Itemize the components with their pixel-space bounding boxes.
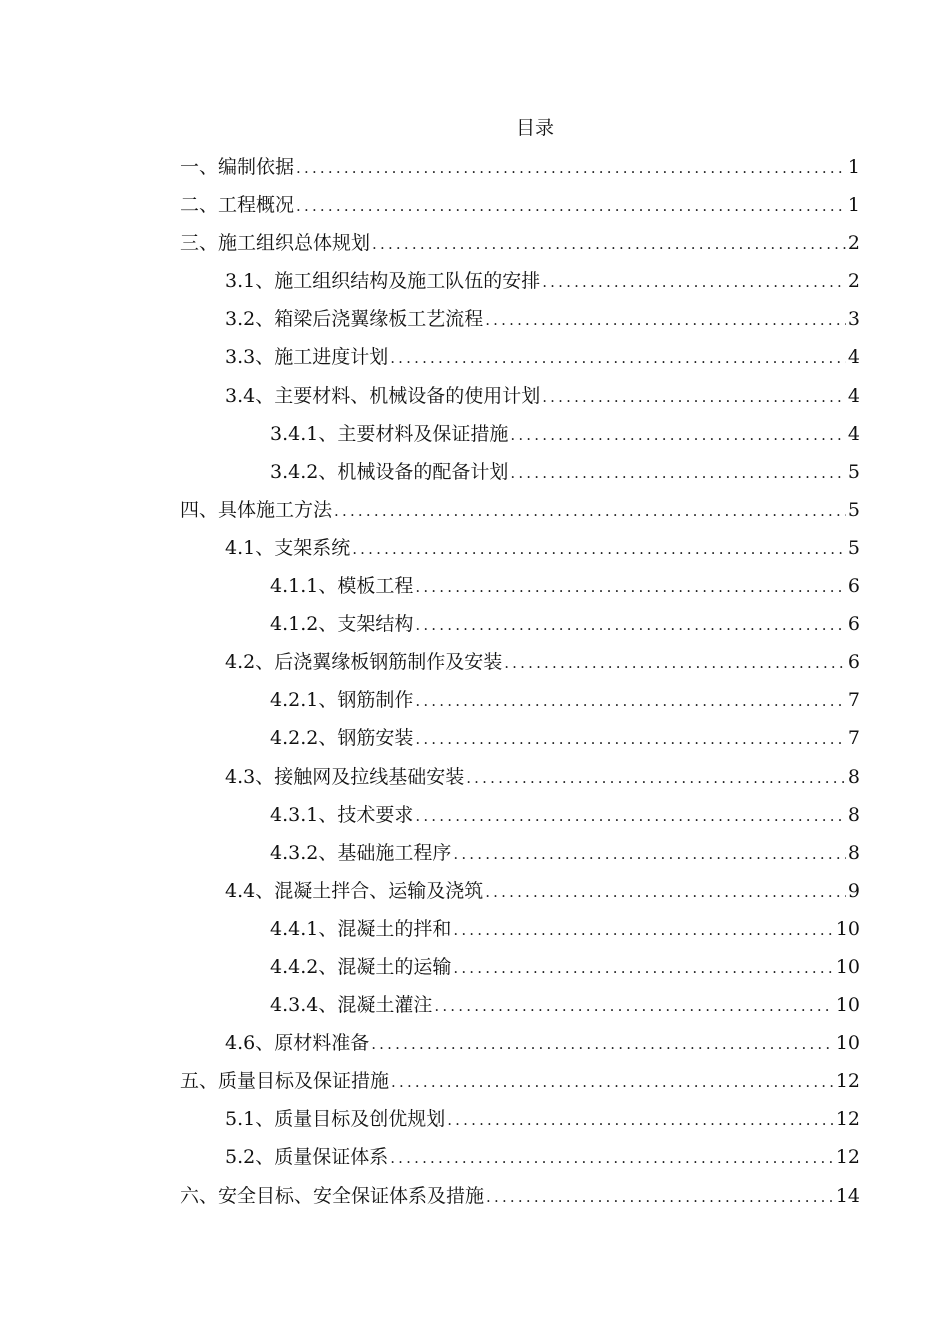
toc-entry[interactable]: [180, 1138, 860, 1176]
toc-entry[interactable]: [180, 948, 860, 986]
toc-entry-page: 12: [835, 1146, 860, 1169]
dot-leader: [415, 682, 846, 720]
toc-entry[interactable]: [180, 986, 860, 1024]
toc-entry[interactable]: [180, 796, 860, 834]
toc-entry[interactable]: [180, 186, 860, 224]
toc-entry[interactable]: [180, 262, 860, 300]
toc-entry[interactable]: [180, 148, 860, 186]
dot-leader: [390, 1139, 834, 1177]
dot-leader: [296, 149, 846, 187]
toc-entry-page: 12: [835, 1108, 860, 1131]
toc-entry[interactable]: [180, 453, 860, 491]
dot-leader: [415, 568, 846, 606]
toc-entry-label: 5.1、质量目标及创优规划: [225, 1108, 446, 1131]
dot-leader: [352, 530, 846, 568]
toc-entry-page: 7: [847, 727, 860, 750]
toc-entry-label: 3.4.1、主要材料及保证措施: [270, 422, 509, 445]
dot-leader: [372, 225, 846, 263]
toc-entry-label: 一、编制依据: [180, 156, 295, 178]
toc-entry[interactable]: [180, 910, 860, 948]
toc-entry[interactable]: [180, 605, 860, 643]
toc-entry-label: 3.1、施工组织结构及施工队伍的安排: [225, 270, 541, 293]
toc-entry-label: 3.4、主要材料、机械设备的使用计划: [225, 384, 541, 407]
dot-leader: [415, 720, 846, 758]
toc-entry[interactable]: [180, 834, 860, 872]
toc-entry-page: 14: [835, 1184, 860, 1207]
toc-entry[interactable]: [180, 643, 860, 681]
toc-entry-page: 10: [835, 994, 860, 1017]
toc-entry-page: 4: [847, 346, 860, 369]
toc-entry-page: 6: [847, 651, 860, 674]
toc-entry-label: 二、工程概况: [180, 194, 295, 217]
toc-entry-page: 2: [847, 232, 860, 255]
toc-entry-label: 4.2.1、钢筋制作: [270, 689, 414, 712]
dot-leader: [390, 339, 846, 377]
toc-entry-label: 四、具体施工方法: [180, 498, 333, 521]
toc-entry-label: 5.2、质量保证体系: [225, 1146, 389, 1169]
toc-entry-label: 4.1、支架系统: [225, 536, 351, 559]
toc-entry[interactable]: [180, 300, 860, 338]
toc-entry-label: 4.3.4、混凝土灌注: [270, 994, 433, 1017]
toc-entry-page: 1: [847, 156, 860, 178]
toc-entry-page: 4: [847, 422, 860, 445]
dot-leader: [296, 187, 846, 225]
toc-entry-page: 8: [847, 765, 860, 788]
toc-entry[interactable]: [180, 719, 860, 757]
toc-entry[interactable]: [180, 1177, 860, 1215]
toc-entry-label: 六、安全目标、安全保证体系及措施: [180, 1184, 485, 1207]
toc-entry[interactable]: [180, 758, 860, 796]
toc-entry-page: 9: [847, 879, 860, 902]
toc-entry-page: 10: [835, 917, 860, 940]
dot-leader: [466, 759, 846, 797]
toc-entry[interactable]: [180, 529, 860, 567]
dot-leader: [453, 911, 833, 949]
dot-leader: [447, 1101, 834, 1139]
dot-leader: [485, 873, 846, 911]
toc-entry-label: 3.2、箱梁后浇翼缘板工艺流程: [225, 308, 484, 331]
dot-leader: [453, 835, 846, 873]
toc-entry[interactable]: [180, 491, 860, 529]
toc-entry-label: 4.2、后浇翼缘板钢筋制作及安装: [225, 651, 503, 674]
dot-leader: [486, 1178, 834, 1216]
dot-leader: [485, 301, 846, 339]
toc-entry-page: 4: [847, 384, 860, 407]
toc-entry-page: 1: [847, 194, 860, 217]
dot-leader: [415, 606, 846, 644]
toc-entry-label: 4.4.1、混凝土的拌和: [270, 917, 452, 940]
toc-entry-page: 2: [847, 270, 860, 293]
toc-entry-label: 4.1.1、模板工程: [270, 575, 414, 598]
dot-leader: [542, 263, 846, 301]
toc-entry-page: 10: [835, 1032, 860, 1055]
toc-entry[interactable]: [180, 1024, 860, 1062]
toc-entry-page: 6: [847, 575, 860, 598]
dot-leader: [453, 949, 833, 987]
toc-entry[interactable]: [180, 872, 860, 910]
toc-entry[interactable]: [180, 681, 860, 719]
toc-entry[interactable]: [180, 1100, 860, 1138]
dot-leader: [371, 1025, 834, 1063]
toc-entry-label: 4.1.2、支架结构: [270, 613, 414, 636]
toc-entry-page: 10: [835, 955, 860, 978]
toc-entry[interactable]: [180, 377, 860, 415]
toc-entry-label: 4.6、原材料准备: [225, 1032, 370, 1055]
toc-entry-label: 4.2.2、钢筋安装: [270, 727, 414, 750]
toc-title: 目录: [515, 117, 554, 139]
dot-leader: [391, 1063, 834, 1101]
toc-entry-label: 4.3.2、基础施工程序: [270, 841, 452, 864]
toc-entry-page: 5: [847, 498, 860, 521]
toc-entry-label: 三、施工组织总体规划: [180, 232, 371, 255]
toc-entry[interactable]: [180, 567, 860, 605]
dot-leader: [510, 416, 846, 454]
dot-leader: [510, 454, 846, 492]
dot-leader: [434, 987, 833, 1025]
toc-entry[interactable]: [180, 224, 860, 262]
toc-entry-page: 3: [847, 308, 860, 331]
toc-entry-label: 4.3.1、技术要求: [270, 803, 414, 826]
toc-entry-page: 6: [847, 613, 860, 636]
toc-entry[interactable]: [180, 1062, 860, 1100]
dot-leader: [504, 644, 846, 682]
toc-entry-page: 12: [835, 1070, 860, 1093]
toc-entry-label: 4.4、混凝土拌合、运输及浇筑: [225, 879, 484, 902]
dot-leader: [334, 492, 846, 530]
toc-entry-label: 五、质量目标及保证措施: [180, 1070, 390, 1093]
toc-entry-page: 5: [847, 536, 860, 559]
dot-leader: [542, 378, 846, 416]
toc-entry-label: 3.4.2、机械设备的配备计划: [270, 460, 509, 483]
toc-entry[interactable]: [180, 415, 860, 453]
toc-entry-page: 5: [847, 460, 860, 483]
toc-entry-page: 8: [847, 841, 860, 864]
toc-entry-label: 4.3、接触网及拉线基础安装: [225, 765, 465, 788]
dot-leader: [415, 797, 846, 835]
toc-entry[interactable]: [180, 338, 860, 376]
toc-entry-label: 4.4.2、混凝土的运输: [270, 955, 452, 978]
toc-entry-label: 3.3、施工进度计划: [225, 346, 389, 369]
toc-entry-page: 7: [847, 689, 860, 712]
toc-entry-page: 8: [847, 803, 860, 826]
table-of-contents: [180, 148, 860, 1215]
